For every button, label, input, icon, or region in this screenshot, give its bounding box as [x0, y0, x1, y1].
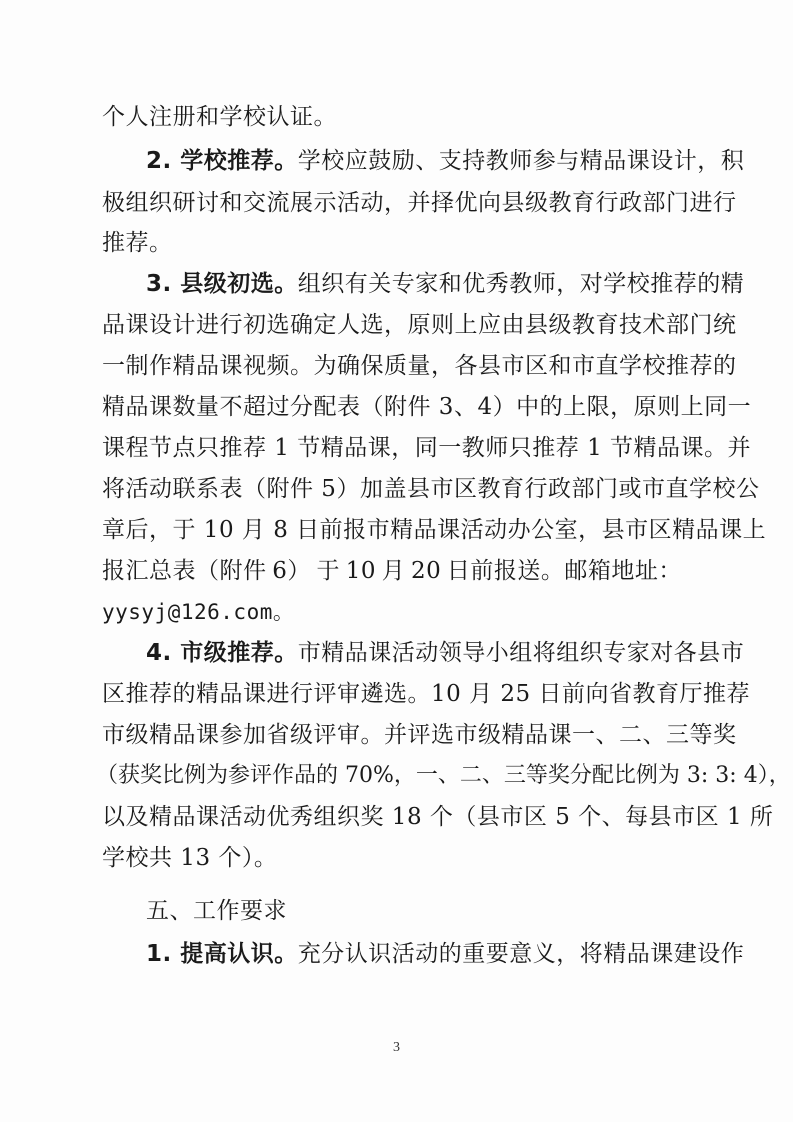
text: 品课设计进行初选确定人选，原则上应由县级教育技术部门统 — [102, 312, 737, 338]
paragraph-line — [102, 803, 773, 831]
text: 课程节点只推荐 1 节精品课，同一教师只推荐 1 节精品课。并 — [102, 435, 752, 461]
item-title: 4. 市级推荐。 — [146, 640, 298, 666]
text: 6） — [272, 558, 311, 584]
paragraph-line — [102, 475, 759, 503]
paragraph-line — [96, 762, 791, 790]
paragraph-line — [102, 229, 173, 257]
text: 五、工作要求 — [146, 898, 287, 924]
text: 报汇总表（附件 — [102, 558, 267, 584]
text: 市级精品课参加省级评审。并评选市级精品课一、二、三等奖 — [102, 722, 737, 748]
text: 于 — [316, 558, 341, 584]
paragraph-line — [146, 639, 744, 667]
paragraph-line — [102, 352, 737, 380]
text: 章后，于 10 月 8 日前报市精品课活动办公室，县市区精品课上 — [102, 517, 767, 543]
paragraph-line — [102, 189, 737, 217]
paragraph-line — [102, 516, 766, 544]
item-title: 2. 学校推荐。 — [146, 148, 298, 174]
section-heading — [146, 897, 287, 925]
text: 以及精品课活动优秀组织奖 18 个（县市区 5 个、每县市区 1 所 — [102, 804, 774, 830]
text: （获奖比例为参评作品的 70%，一、二、三等奖分配比例为 3: 3: 4）， — [96, 763, 791, 788]
item-title: 1. 提高认识。 — [146, 941, 298, 967]
text: 极组织研讨和交流展示活动，并择优向县级教育行政部门进行 — [102, 190, 737, 216]
text: 日前报送。邮箱地址： — [446, 558, 682, 584]
text: yysyj@126.com。 — [102, 600, 295, 624]
paragraph-line — [102, 311, 737, 339]
text: 学校共 13 个）。 — [102, 845, 278, 871]
text: 精品课数量不超过分配表（附件 3、4）中的上限，原则上同一 — [102, 394, 752, 420]
paragraph-line — [102, 393, 751, 421]
email-address — [102, 598, 294, 626]
text: 推荐。 — [102, 230, 173, 256]
page-number: 3 — [393, 1040, 400, 1055]
text: 10 — [345, 558, 377, 584]
paragraph-line — [146, 940, 744, 968]
paragraph-line — [102, 434, 751, 462]
text: 充分认识活动的重要意义，将精品课建设作 — [297, 941, 745, 967]
text: 学校应鼓励、支持教师参与精品课设计，积 — [297, 148, 745, 174]
paragraph-line — [102, 844, 277, 872]
text: 一制作精品课视频。为确保质量，各县市区和市直学校推荐的 — [102, 353, 737, 379]
paragraph-line — [102, 680, 750, 708]
paragraph-line — [102, 103, 337, 131]
text: 个人注册和学校认证。 — [102, 104, 337, 130]
text: 月 — [381, 558, 406, 584]
paragraph-line — [102, 721, 737, 749]
text: 组织有关专家和优秀教师，对学校推荐的精 — [297, 271, 745, 297]
paragraph-line — [146, 147, 744, 175]
text: 市精品课活动领导小组将组织专家对各县市 — [297, 640, 745, 666]
item-title: 3. 县级初选。 — [146, 271, 298, 297]
paragraph-line — [146, 270, 744, 298]
text: 将活动联系表（附件 5）加盖县市区教育行政部门或市直学校公 — [102, 476, 760, 502]
paragraph-line — [102, 557, 682, 585]
text: 区推荐的精品课进行评审遴选。10 月 25 日前向省教育厅推荐 — [102, 681, 750, 707]
text: 20 — [410, 558, 442, 584]
